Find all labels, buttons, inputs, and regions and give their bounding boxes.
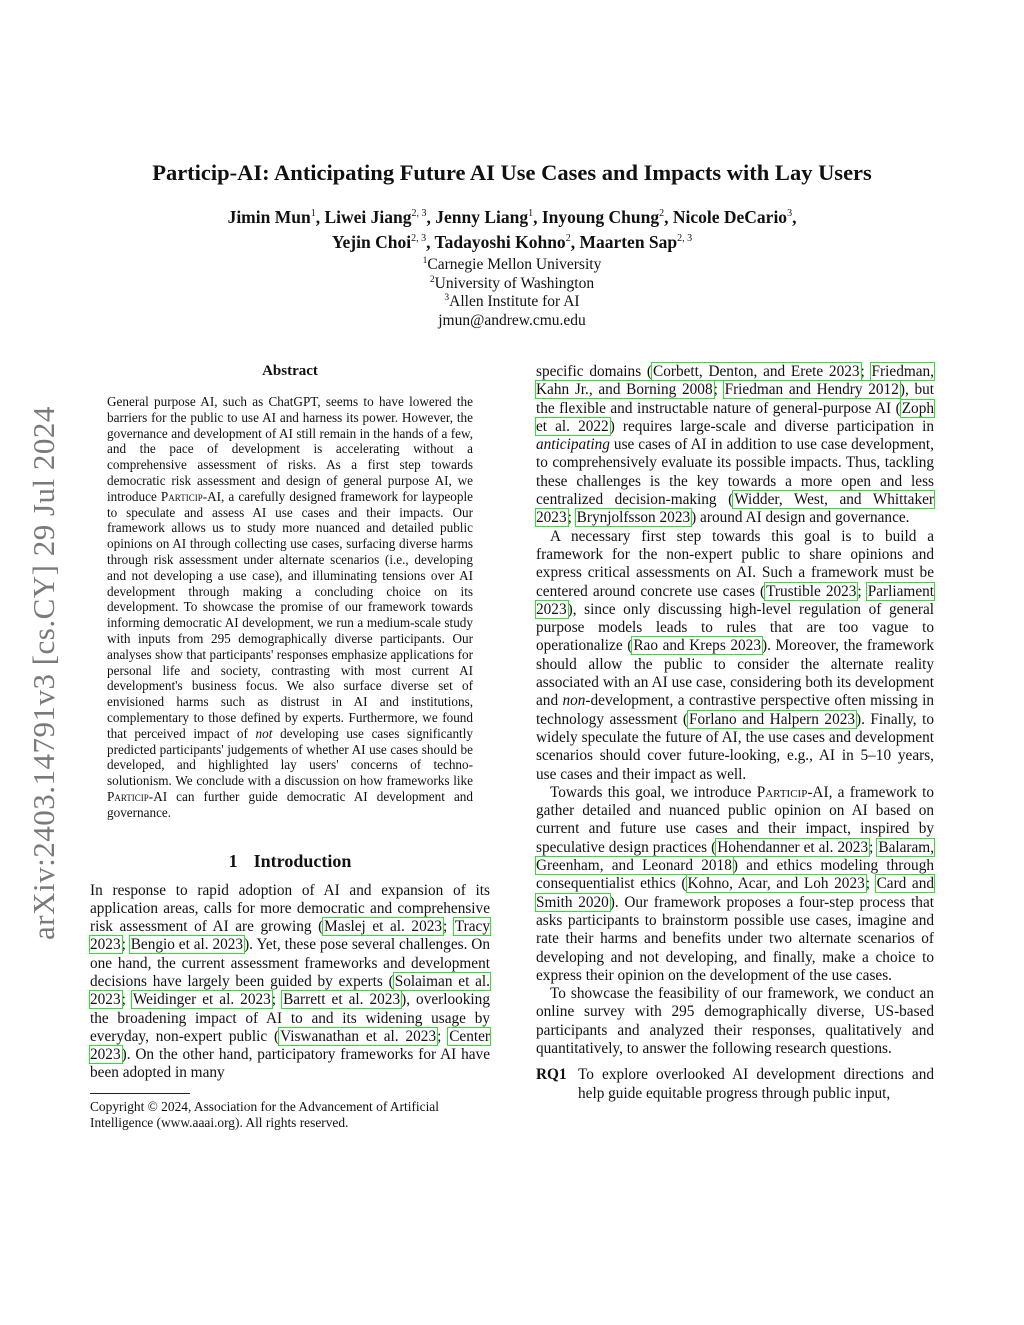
paper-title: Particip-AI: Anticipating Future AI Use Cases and Impacts with Lay Users bbox=[152, 160, 872, 185]
author-name: Maarten Sap bbox=[579, 232, 678, 252]
citation-link[interactable]: Tracy 2023 bbox=[90, 918, 490, 954]
author-name: Inyoung Chung bbox=[541, 207, 660, 227]
author-name: Yejin Choi bbox=[331, 232, 412, 252]
arxiv-identifier: arXiv:2403.14791v3 [cs.CY] 29 Jul 2024 bbox=[26, 406, 61, 940]
citation-link[interactable]: Rao and Kreps 2023 bbox=[633, 637, 761, 655]
author-affiliation-mark: 3 bbox=[787, 208, 793, 220]
citation-link[interactable]: Hohendanner et al. 2023 bbox=[717, 838, 869, 856]
citation-link[interactable]: Maslej et al. 2023 bbox=[324, 918, 443, 936]
author-line-2: Yejin Choi$^{2, 3}$, Tadayoshi Kohno$^2$, Maarten Sap$^{2, 3}$ bbox=[331, 232, 693, 252]
citation-link[interactable]: Brynjolfsson 2023 bbox=[576, 509, 691, 527]
author-affiliation-mark: 2, 3 bbox=[677, 233, 693, 245]
abstract-heading: Abstract bbox=[262, 363, 318, 379]
citation-link[interactable]: Corbett, Denton, and Erete 2023 bbox=[653, 363, 860, 380]
footnote-divider bbox=[90, 1093, 190, 1094]
intro-paragraph-1: In response to rapid adoption of AI and expansion of its application areas, calls for more democratic and comprehensive risk assessment of AI are growing (Maslej et al. 2023; Tracy 2023; Bengio et al. 2023). Yet, these pose several challenges. On one hand, the current assessment frameworks and development decisions have largely been guided by experts (Solaiman et al. 2023; Weidinger et al. 2023; Barrett et al. 2023), overlooking the broadening impact of AI to and its widening usage by everyday, non-expert public (Viswanathan et al. 2023; Center 2023). On the other hand, participatory frameworks for AI have been adopted in many bbox=[90, 881, 490, 1082]
affiliation-1: $^1$Carnegie Mellon University bbox=[422, 255, 602, 273]
citation-link[interactable]: Card and Smith 2020 bbox=[536, 875, 935, 911]
contact-email: jmun@andrew.cmu.edu bbox=[438, 311, 586, 329]
citation-link[interactable]: Parliament 2023 bbox=[536, 582, 935, 618]
affiliation-3: $^3$Allen Institute for AI bbox=[444, 292, 580, 310]
framework-name: Particip bbox=[756, 783, 808, 801]
author-name: Jenny Liang bbox=[435, 207, 529, 227]
citation-link[interactable]: Friedman, Kahn Jr., and Borning 2008 bbox=[536, 363, 934, 399]
citation-link[interactable]: Friedman and Hendry 2012 bbox=[724, 381, 899, 399]
research-question-1 bbox=[536, 1066, 934, 1103]
emphasis: anticipating bbox=[536, 436, 610, 454]
emphasis: non bbox=[562, 692, 586, 710]
section-heading-introduction: 1 Introduction bbox=[228, 850, 352, 871]
rq1-label: RQ1 bbox=[536, 1066, 567, 1084]
intro-paragraph-1-continued: specific domains (Corbett, Denton, and Erete 2023; Friedman, Kahn Jr., and Borning 2008; Friedman and Hendry 2012), but the flexible and instructable nature of general-purpose AI (Zoph et al. 2022) requires large-scale and diverse participation in anticipating use cases of AI in addition to use case development, to comprehensively evaluate its possible impacts. Thus, tackling these challenges is the key towards a more open and less centralized decision-making (Widder, West, and Whittaker 2023; Brynjolfsson 2023) around AI design and governance. bbox=[536, 363, 935, 527]
affiliations bbox=[200, 256, 824, 330]
left-column bbox=[90, 363, 490, 1131]
author-line-1: Jimin Mun$^1$, Liwei Jiang$^{2, 3}$, Jenny Liang$^1$, Inyoung Chung$^2$, Nicole DeCario$^3$, bbox=[227, 207, 797, 227]
author-affiliation-mark: 2 bbox=[659, 208, 665, 220]
intro-paragraph-2: A necessary first step towards this goal is to build a framework for the non-expert public to share opinions and express critical assessments on AI. Such a framework must be centered around concrete use cases (Trustible 2023; Parliament 2023), since only discussing high-level regulation of general purpose models leads to rules that are too vague to operationalize (Rao and Kreps 2023). Moreover, the framework should allow the public to consider the alternate reality associated with an AI use case, considering both its development and non-development, a contrastive perspective often missing in technology assessment (Forlano and Halpern 2023). Finally, to widely speculate the future of AI, the use cases and development scenarios should cover future-looking, e.g., AI in 5–10 years, use cases and their impact as well. bbox=[536, 527, 935, 783]
author-affiliation-mark: 2 bbox=[565, 233, 571, 245]
citation-link[interactable]: Zoph et al. 2022 bbox=[536, 399, 934, 435]
citation-link[interactable]: Barrett et al. 2023 bbox=[283, 991, 401, 1009]
citation-link[interactable]: Trustible 2023 bbox=[766, 582, 857, 600]
citation-link[interactable]: Viswanathan et al. 2023 bbox=[280, 1027, 437, 1045]
right-column bbox=[536, 363, 934, 1103]
author-affiliation-mark: 1 bbox=[310, 208, 316, 220]
author-affiliation-mark: 2, 3 bbox=[411, 208, 427, 220]
copyright-footnote: Copyright © 2024, Association for the Advancement of Artificial Intelligence (www.aaai.org). All rights reserved. bbox=[90, 1098, 439, 1130]
citation-link[interactable]: Center 2023 bbox=[90, 1027, 490, 1064]
intro-paragraph-3: Towards this goal, we introduce Particip-AI, a framework to gather detailed and nuanced public opinion on AI based on current and future use cases and their impact, inspired by speculative design practices (Hohendanner et al. 2023; Balaram, Greenham, and Leonard 2018) and ethics modeling through consequentialist ethics (Kohno, Acar, and Loh 2023; Card and Smith 2020). Our framework proposes a four-step process that asks participants to brainstorm possible use cases, imagine and rate their harms and benefits under two alternate scenarios of developing and not developing, and finally, make a choice to express their opinion on the development of the use cases. bbox=[536, 783, 935, 984]
intro-paragraph-4: To showcase the feasibility of our framework, we conduct an online survey with 295 demographically diverse, US-based participants and analyzed their responses, qualitatively and quantitatively, to answer the following research questions. bbox=[536, 985, 934, 1057]
author-name: Tadayoshi Kohno bbox=[434, 232, 566, 252]
citation-link[interactable]: Widder, West, and Whittaker 2023 bbox=[536, 491, 934, 527]
author-name: Nicole DeCario bbox=[672, 207, 788, 227]
author-name: Liwei Jiang bbox=[324, 207, 412, 227]
citation-link[interactable]: Weidinger et al. 2023 bbox=[132, 991, 271, 1009]
citation-link[interactable]: Forlano and Halpern 2023 bbox=[689, 710, 856, 728]
author-affiliation-mark: 1 bbox=[528, 208, 534, 220]
author-list bbox=[120, 205, 904, 255]
citation-link[interactable]: Solaiman et al. 2023 bbox=[90, 973, 490, 1009]
author-affiliation-mark: 2, 3 bbox=[411, 233, 427, 245]
citation-link[interactable]: Balaram, Greenham, and Leonard 2018 bbox=[536, 838, 935, 875]
citation-link[interactable]: Bengio et al. 2023 bbox=[130, 936, 244, 954]
abstract-text: General purpose AI, such as ChatGPT, seems to have lowered the barriers for the public to use AI and harness its power. However, the governance and development of AI still remain in the hands of a few, and the pace of development is accelerating without a comprehensive assessment of risks. As a first step towards democratic risk assessment and design of general purpose AI, we introduce Particip-AI, a carefully designed framework for laypeople to speculate and assess AI use cases and their impacts. Our framework allows us to study more nuanced and detailed public opinions on AI through collecting use cases, surfacing diverse harms through risk assessment under alternate scenarios (i.e., developing and not developing a use case), and illuminating tensions over AI development through making a concluding choice on its development. To showcase the promise of our framework towards informing democratic AI development, we run a medium-scale study with inputs from 295 demographically diverse participants. Our analyses show that participants' responses emphasize applications for personal life and society, contrasting with most current AI development's business focus. We also surface diverse set of envisioned harms such as distrust in AI and institutions, complementary to those defined by experts. Furthermore, we found that perceived impact of not developing use cases significantly predicted participants' judgements of whether AI use cases should be developed, and highlighted lay users' concerns of techno-solutionism. We conclude with a discussion on how frameworks like Particip-AI can further guide democratic AI development and governance. bbox=[107, 394, 473, 820]
affiliation-2: $^2$University of Washington bbox=[429, 274, 595, 292]
citation-link[interactable]: Kohno, Acar, and Loh 2023 bbox=[687, 875, 865, 893]
rq1-text: To explore overlooked AI development directions and help guide equitable progress through public input, bbox=[578, 1066, 934, 1102]
author-name: Jimin Mun bbox=[227, 207, 311, 227]
